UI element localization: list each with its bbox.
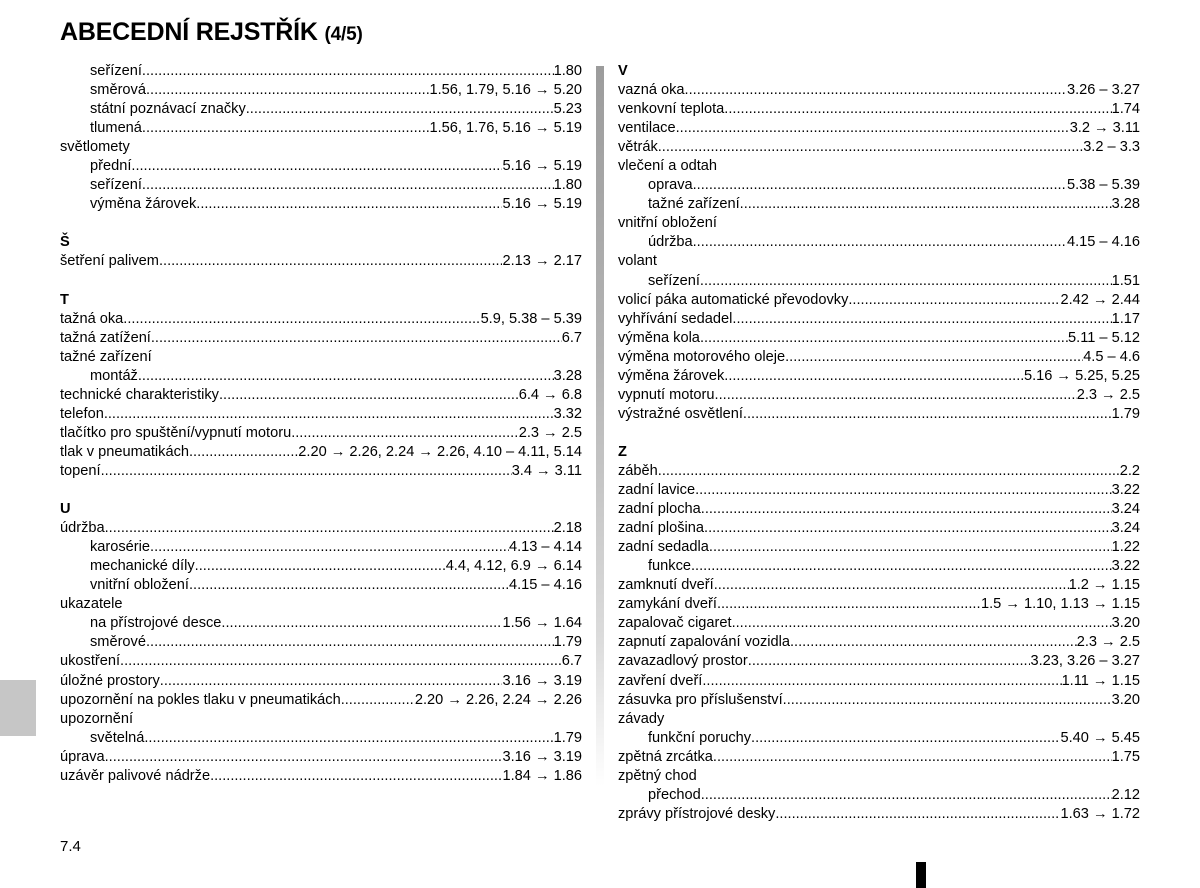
entry-pages: 1.84 → 1.86 <box>502 767 582 784</box>
dot-leader <box>658 138 1083 157</box>
index-subentry <box>60 195 582 214</box>
index-subentry <box>60 100 582 119</box>
entry-pages: 2.3 → 2.5 <box>1076 386 1140 403</box>
page-number: 7.4 <box>60 838 81 855</box>
entry-label: směrová <box>90 82 146 99</box>
chapter-tab-marker <box>0 680 36 736</box>
dot-leader <box>701 786 1112 805</box>
entry-label: ukostření <box>60 653 121 670</box>
index-entry <box>618 481 1140 500</box>
entry-pages: 3.28 <box>1111 196 1140 213</box>
dot-leader <box>709 538 1112 557</box>
entry-pages: 1.22 <box>1111 539 1140 556</box>
entry-label: tlumená <box>90 120 142 137</box>
entry-pages: 2.3 → 2.5 <box>518 424 582 441</box>
dot-leader <box>131 157 502 176</box>
entry-pages: 1.79 <box>553 729 582 746</box>
dot-leader <box>160 672 503 691</box>
dot-leader <box>104 405 554 424</box>
entry-label: zadní plocha <box>618 501 701 518</box>
index-entry <box>618 595 1140 614</box>
entry-label: zadní plošina <box>618 520 705 537</box>
index-subentry <box>60 614 582 633</box>
entry-label: zapnutí zapalování vozidla <box>618 634 790 651</box>
index-entry <box>618 652 1140 671</box>
dot-leader <box>748 652 1031 671</box>
entry-label: zapalovač cigaret <box>618 615 732 632</box>
dot-leader <box>196 195 502 214</box>
entry-pages: 1.79 <box>1111 405 1140 422</box>
dot-leader <box>142 62 554 81</box>
entry-pages: 6.7 <box>561 329 582 346</box>
entry-label: zpětná zrcátka <box>618 748 713 765</box>
entry-label: údržba <box>60 520 105 537</box>
dot-leader <box>751 729 1060 748</box>
entry-pages: 3.20 <box>1111 691 1140 708</box>
entry-pages: 6.7 <box>561 653 582 670</box>
entry-label: telefon <box>60 405 104 422</box>
dot-leader <box>691 557 1112 576</box>
index-entry <box>618 81 1140 100</box>
index-heading: volant <box>618 253 657 270</box>
entry-label: seřízení <box>90 63 142 79</box>
entry-label: topení <box>60 462 101 479</box>
entry-pages: 1.79 <box>553 634 582 651</box>
entry-label: zadní sedadla <box>618 539 709 556</box>
spacer <box>60 272 582 291</box>
entry-label: volicí páka automatické převodovky <box>618 291 849 308</box>
index-subentry <box>618 729 1140 748</box>
entry-pages: 4.4, 4.12, 6.9 → 6.14 <box>445 558 582 575</box>
entry-label: úprava <box>60 748 105 765</box>
section-letter: T <box>60 291 69 308</box>
entry-pages: 1.75 <box>1111 748 1140 765</box>
index-entry <box>618 405 1140 424</box>
index-entry <box>60 310 582 329</box>
entry-pages: 1.5 → 1.10, 1.13 → 1.15 <box>980 596 1140 613</box>
column-divider <box>596 66 604 786</box>
entry-pages: 2.20 → 2.26, 2.24 → 2.26, 4.10 – 4.11, 5.14 <box>298 443 582 460</box>
entry-label: výstražné osvětlení <box>618 405 743 422</box>
index-entry <box>618 805 1140 824</box>
entry-label: větrák <box>618 139 658 156</box>
dot-leader <box>123 310 480 329</box>
dot-leader <box>701 500 1112 519</box>
entry-pages: 3.16 → 3.19 <box>502 672 582 689</box>
dot-leader <box>658 462 1120 481</box>
entry-pages: 1.17 <box>1111 310 1140 327</box>
entry-pages: 1.80 <box>553 63 582 79</box>
index-entry <box>60 462 582 481</box>
dot-leader <box>693 176 1067 195</box>
index-entry <box>618 614 1140 633</box>
entry-label: údržba <box>648 234 693 251</box>
dot-leader <box>717 595 981 614</box>
dot-leader <box>105 519 554 538</box>
entry-pages: 1.2 → 1.15 <box>1068 577 1140 594</box>
index-entry <box>618 386 1140 405</box>
entry-label: přední <box>90 158 132 175</box>
entry-pages: 5.38 – 5.39 <box>1066 177 1140 194</box>
entry-label: montáž <box>90 367 138 384</box>
index-entry <box>60 691 582 710</box>
dot-leader <box>702 672 1061 691</box>
index-entry <box>60 405 582 424</box>
entry-pages: 3.28 <box>553 367 582 384</box>
index-subentry <box>60 81 582 100</box>
entry-label: výměna kola <box>618 329 700 346</box>
entry-pages: 2.2 <box>1119 462 1140 479</box>
dot-leader <box>142 119 430 138</box>
entry-pages: 2.42 → 2.44 <box>1060 291 1140 308</box>
dot-leader <box>291 424 519 443</box>
entry-pages: 2.18 <box>553 520 582 537</box>
entry-label: státní poznávací značky <box>90 101 246 118</box>
dot-leader <box>790 633 1077 652</box>
entry-pages: 2.12 <box>1111 786 1140 803</box>
index-subentry <box>618 233 1140 252</box>
section-letter: U <box>60 501 71 518</box>
index-subentry <box>60 119 582 138</box>
index-heading: závady <box>618 710 665 727</box>
dot-leader <box>724 367 1024 386</box>
entry-pages: 2.20 → 2.26, 2.24 → 2.26 <box>414 691 582 708</box>
entry-label: tlak v pneumatikách <box>60 443 189 460</box>
entry-label: upozornění na pokles tlaku v pneumatikách <box>60 691 341 708</box>
index-subentry <box>60 729 582 748</box>
index-subentry <box>60 367 582 386</box>
entry-pages: 1.56, 1.76, 5.16 → 5.19 <box>429 120 582 137</box>
entry-label: výměna žárovek <box>90 196 197 213</box>
index-entry <box>618 138 1140 157</box>
entry-pages: 1.51 <box>1111 272 1140 289</box>
entry-pages: 5.16 → 5.25, 5.25 <box>1023 367 1140 384</box>
index-entry <box>60 519 582 538</box>
dot-leader <box>150 538 509 557</box>
index-entry <box>618 500 1140 519</box>
index-heading: zpětný chod <box>618 767 697 784</box>
index-entry <box>60 386 582 405</box>
dot-leader <box>189 576 509 595</box>
index-heading: vlečení a odtah <box>618 158 717 175</box>
entry-label: vyhřívání sedadel <box>618 310 733 327</box>
index-entry <box>618 576 1140 595</box>
index-entry <box>618 329 1140 348</box>
dot-leader <box>714 576 1069 595</box>
entry-pages: 3.16 → 3.19 <box>502 748 582 765</box>
entry-label: venkovní teplota <box>618 101 725 118</box>
index-entry <box>618 691 1140 710</box>
dot-leader <box>246 100 554 119</box>
entry-pages: 6.4 → 6.8 <box>518 386 582 403</box>
entry-label: seřízení <box>90 177 142 194</box>
entry-label: technické charakteristiky <box>60 386 219 403</box>
index-entry <box>618 519 1140 538</box>
dot-leader <box>142 176 554 195</box>
dot-leader <box>740 195 1112 214</box>
dot-leader <box>146 81 429 100</box>
index-column-right <box>618 62 1140 824</box>
index-entry <box>60 443 582 462</box>
entry-label: karosérie <box>90 539 151 556</box>
entry-label: seřízení <box>648 272 700 289</box>
entry-pages: 5.16 → 5.19 <box>502 196 582 213</box>
page-title-main: ABECEDNÍ REJSTŘÍK <box>60 18 318 46</box>
index-subentry <box>60 538 582 557</box>
entry-label: tlačítko pro spuštění/vypnutí motoru <box>60 424 292 441</box>
entry-pages: 1.11 → 1.15 <box>1061 672 1140 689</box>
dot-leader <box>732 614 1112 633</box>
dot-leader <box>159 252 503 271</box>
dot-leader <box>195 557 446 576</box>
entry-pages: 4.15 – 4.16 <box>1066 234 1140 251</box>
dot-leader <box>700 329 1068 348</box>
dot-leader <box>221 614 502 633</box>
dot-leader <box>210 767 502 786</box>
entry-label: uzávěr palivové nádrže <box>60 767 211 784</box>
entry-label: světelná <box>90 729 145 746</box>
index-entry <box>60 767 582 786</box>
index-entry <box>618 348 1140 367</box>
entry-pages: 4.5 – 4.6 <box>1083 348 1140 365</box>
entry-label: přechod <box>648 786 701 803</box>
entry-label: směrové <box>90 634 146 651</box>
index-entry <box>618 633 1140 652</box>
entry-label: úložné prostory <box>60 672 160 689</box>
entry-pages: 3.24 <box>1111 520 1140 537</box>
entry-label: výměna žárovek <box>618 367 725 384</box>
dot-leader <box>693 233 1067 252</box>
index-subentry <box>60 176 582 195</box>
entry-pages: 1.56 → 1.64 <box>502 615 582 632</box>
entry-label: výměna motorového oleje <box>618 348 786 365</box>
entry-pages: 5.11 – 5.12 <box>1068 329 1140 346</box>
entry-label: zavření dveří <box>618 672 703 689</box>
index-entry <box>618 672 1140 691</box>
index-subentry <box>60 62 582 81</box>
dot-leader <box>120 652 562 671</box>
crop-mark <box>916 862 926 888</box>
entry-pages: 4.13 – 4.14 <box>508 539 582 556</box>
entry-label: šetření palivem <box>60 253 159 270</box>
dot-leader <box>189 443 298 462</box>
index-subentry <box>60 633 582 652</box>
entry-pages: 3.4 → 3.11 <box>511 462 582 479</box>
entry-pages: 3.22 <box>1111 482 1140 499</box>
dot-leader <box>685 81 1067 100</box>
index-entry <box>618 310 1140 329</box>
entry-pages: 2.3 → 2.5 <box>1076 634 1140 651</box>
index-entry <box>618 100 1140 119</box>
dot-leader <box>848 291 1060 310</box>
dot-leader <box>695 481 1112 500</box>
entry-pages: 3.2 → 3.11 <box>1069 120 1140 137</box>
entry-pages: 1.63 → 1.72 <box>1060 805 1140 822</box>
index-subentry <box>60 157 582 176</box>
entry-pages: 3.20 <box>1111 615 1140 632</box>
entry-label: tažná zatížení <box>60 329 151 346</box>
page-title-part: (4/5) <box>324 24 363 45</box>
entry-label: tažná oka <box>60 310 124 327</box>
dot-leader <box>743 405 1112 424</box>
dot-leader <box>138 367 554 386</box>
index-subentry <box>60 557 582 576</box>
entry-label: zavazadlový prostor <box>618 653 748 670</box>
entry-pages: 5.40 → 5.45 <box>1060 729 1140 746</box>
dot-leader <box>676 119 1070 138</box>
index-entry <box>60 329 582 348</box>
entry-label: tažné zařízení <box>648 196 740 213</box>
entry-label: zadní lavice <box>618 482 696 499</box>
index-column-left <box>60 62 582 786</box>
dot-leader <box>146 633 554 652</box>
entry-pages: 3.26 – 3.27 <box>1066 82 1140 99</box>
index-subentry <box>618 195 1140 214</box>
entry-label: zamykání dveří <box>618 596 717 613</box>
index-entry <box>618 538 1140 557</box>
index-heading: ukazatele <box>60 596 123 613</box>
entry-label: vnitřní obložení <box>90 577 189 594</box>
entry-pages: 5.23 <box>553 101 582 118</box>
dot-leader <box>713 748 1112 767</box>
index-heading: upozornění <box>60 710 134 727</box>
entry-label: vypnutí motoru <box>618 386 715 403</box>
spacer <box>60 481 582 500</box>
index-subentry <box>618 176 1140 195</box>
index-heading: světlomety <box>60 139 130 156</box>
index-subentry <box>618 272 1140 291</box>
dot-leader <box>715 386 1077 405</box>
entry-pages: 1.56, 1.79, 5.16 → 5.20 <box>429 82 582 99</box>
index-subentry <box>618 786 1140 805</box>
entry-label: mechanické díly <box>90 558 195 575</box>
section-letter: V <box>618 63 628 79</box>
entry-pages: 1.80 <box>553 177 582 194</box>
spacer <box>618 424 1140 443</box>
entry-pages: 3.32 <box>553 405 582 422</box>
dot-leader <box>724 100 1111 119</box>
entry-pages: 3.22 <box>1111 558 1140 575</box>
entry-pages: 3.24 <box>1111 501 1140 518</box>
entry-pages: 2.13 → 2.17 <box>502 253 582 270</box>
dot-leader <box>732 310 1111 329</box>
entry-pages: 4.15 – 4.16 <box>508 577 582 594</box>
dot-leader <box>341 691 415 710</box>
index-subentry <box>60 576 582 595</box>
page-title <box>60 18 363 47</box>
dot-leader <box>144 729 553 748</box>
index-entry <box>60 424 582 443</box>
dot-leader <box>105 748 503 767</box>
entry-pages: 5.9, 5.38 – 5.39 <box>480 310 582 327</box>
index-heading: tažné zařízení <box>60 348 152 365</box>
section-letter: Š <box>60 234 70 251</box>
index-entry <box>618 367 1140 386</box>
index-entry <box>618 462 1140 481</box>
entry-label: ventilace <box>618 120 676 137</box>
index-entry <box>60 652 582 671</box>
index-entry <box>60 748 582 767</box>
index-entry <box>60 252 582 271</box>
dot-leader <box>704 519 1112 538</box>
dot-leader <box>775 805 1060 824</box>
entry-pages: 3.23, 3.26 – 3.27 <box>1030 653 1140 670</box>
entry-label: vazná oka <box>618 82 685 99</box>
entry-label: zamknutí dveří <box>618 577 714 594</box>
entry-label: zprávy přístrojové desky <box>618 805 776 822</box>
dot-leader <box>219 386 519 405</box>
index-entry <box>60 672 582 691</box>
entry-pages: 5.16 → 5.19 <box>502 158 582 175</box>
section-letter: Z <box>618 443 627 460</box>
entry-pages: 3.2 – 3.3 <box>1083 139 1140 156</box>
dot-leader <box>783 691 1112 710</box>
entry-label: zásuvka pro příslušenství <box>618 691 783 708</box>
entry-label: oprava <box>648 177 693 194</box>
entry-label: na přístrojové desce <box>90 615 222 632</box>
entry-label: záběh <box>618 462 658 479</box>
entry-label: funkční poruchy <box>648 729 752 746</box>
index-heading: vnitřní obložení <box>618 215 717 232</box>
entry-label: funkce <box>648 558 691 575</box>
dot-leader <box>151 329 562 348</box>
dot-leader <box>101 462 512 481</box>
index-entry <box>618 748 1140 767</box>
entry-pages: 1.74 <box>1111 101 1140 118</box>
spacer <box>60 214 582 233</box>
dot-leader <box>700 272 1112 291</box>
index-entry <box>618 119 1140 138</box>
index-entry <box>618 291 1140 310</box>
index-subentry <box>618 557 1140 576</box>
dot-leader <box>785 348 1083 367</box>
